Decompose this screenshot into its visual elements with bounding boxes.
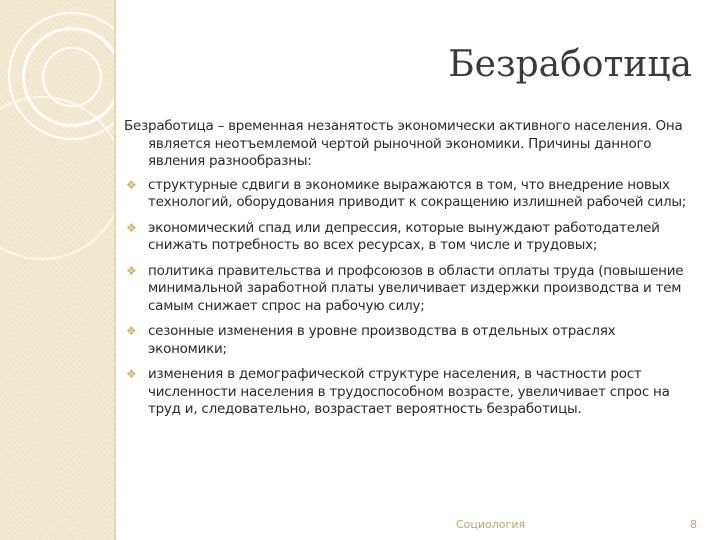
decorative-sidebar (0, 0, 116, 540)
intro-paragraph: Безработица – временная незанятость экономически активного населения. Она является неотъемлемой чертой рыночной экономики. Причины данного явления разнообразны: (124, 118, 683, 169)
bullet-text: экономический спад или депрессия, которые вынуждают работодателей снижать потребность во всех ресурсах, в том числе и трудовых; (148, 219, 660, 253)
list-item (124, 220, 696, 255)
bullet-icon: ❖ (126, 324, 137, 338)
footer-subject: Социология (456, 518, 526, 531)
list-item (124, 366, 696, 419)
bullet-text: сезонные изменения в уровне производства в отдельных отраслях экономики; (148, 323, 616, 357)
bullet-icon: ❖ (126, 220, 137, 235)
list-item (124, 263, 696, 316)
bullet-text: структурные сдвиги в экономике выражаются в том, что внедрение новых технологий, оборудования приводит к сокращению излишней рабочей силы; (148, 176, 687, 210)
decorative-ring (0, 96, 116, 260)
bullet-icon: ❖ (126, 263, 137, 278)
bullet-icon: ❖ (126, 367, 137, 381)
sidebar-divider (114, 0, 116, 540)
slide-title: Безработица (448, 44, 692, 85)
bullet-list (124, 177, 696, 419)
bullet-icon: ❖ (126, 177, 137, 192)
bullet-text: политика правительства и профсоюзов в области оплаты труда (повышение минимальной заработной платы увеличивает издержки производства и тем самым снижает спрос на рабочую силу; (148, 262, 684, 314)
bullet-text: изменения в демографической структуре населения, в частности рост численности населения в трудоспособном возрасте, увеличивает спрос на труд и, следовательно, возрастает вероятность безработицы. (148, 366, 670, 417)
list-item (124, 323, 696, 358)
list-item (124, 177, 696, 212)
slide-body (124, 118, 696, 427)
page-number: 8 (690, 518, 697, 531)
